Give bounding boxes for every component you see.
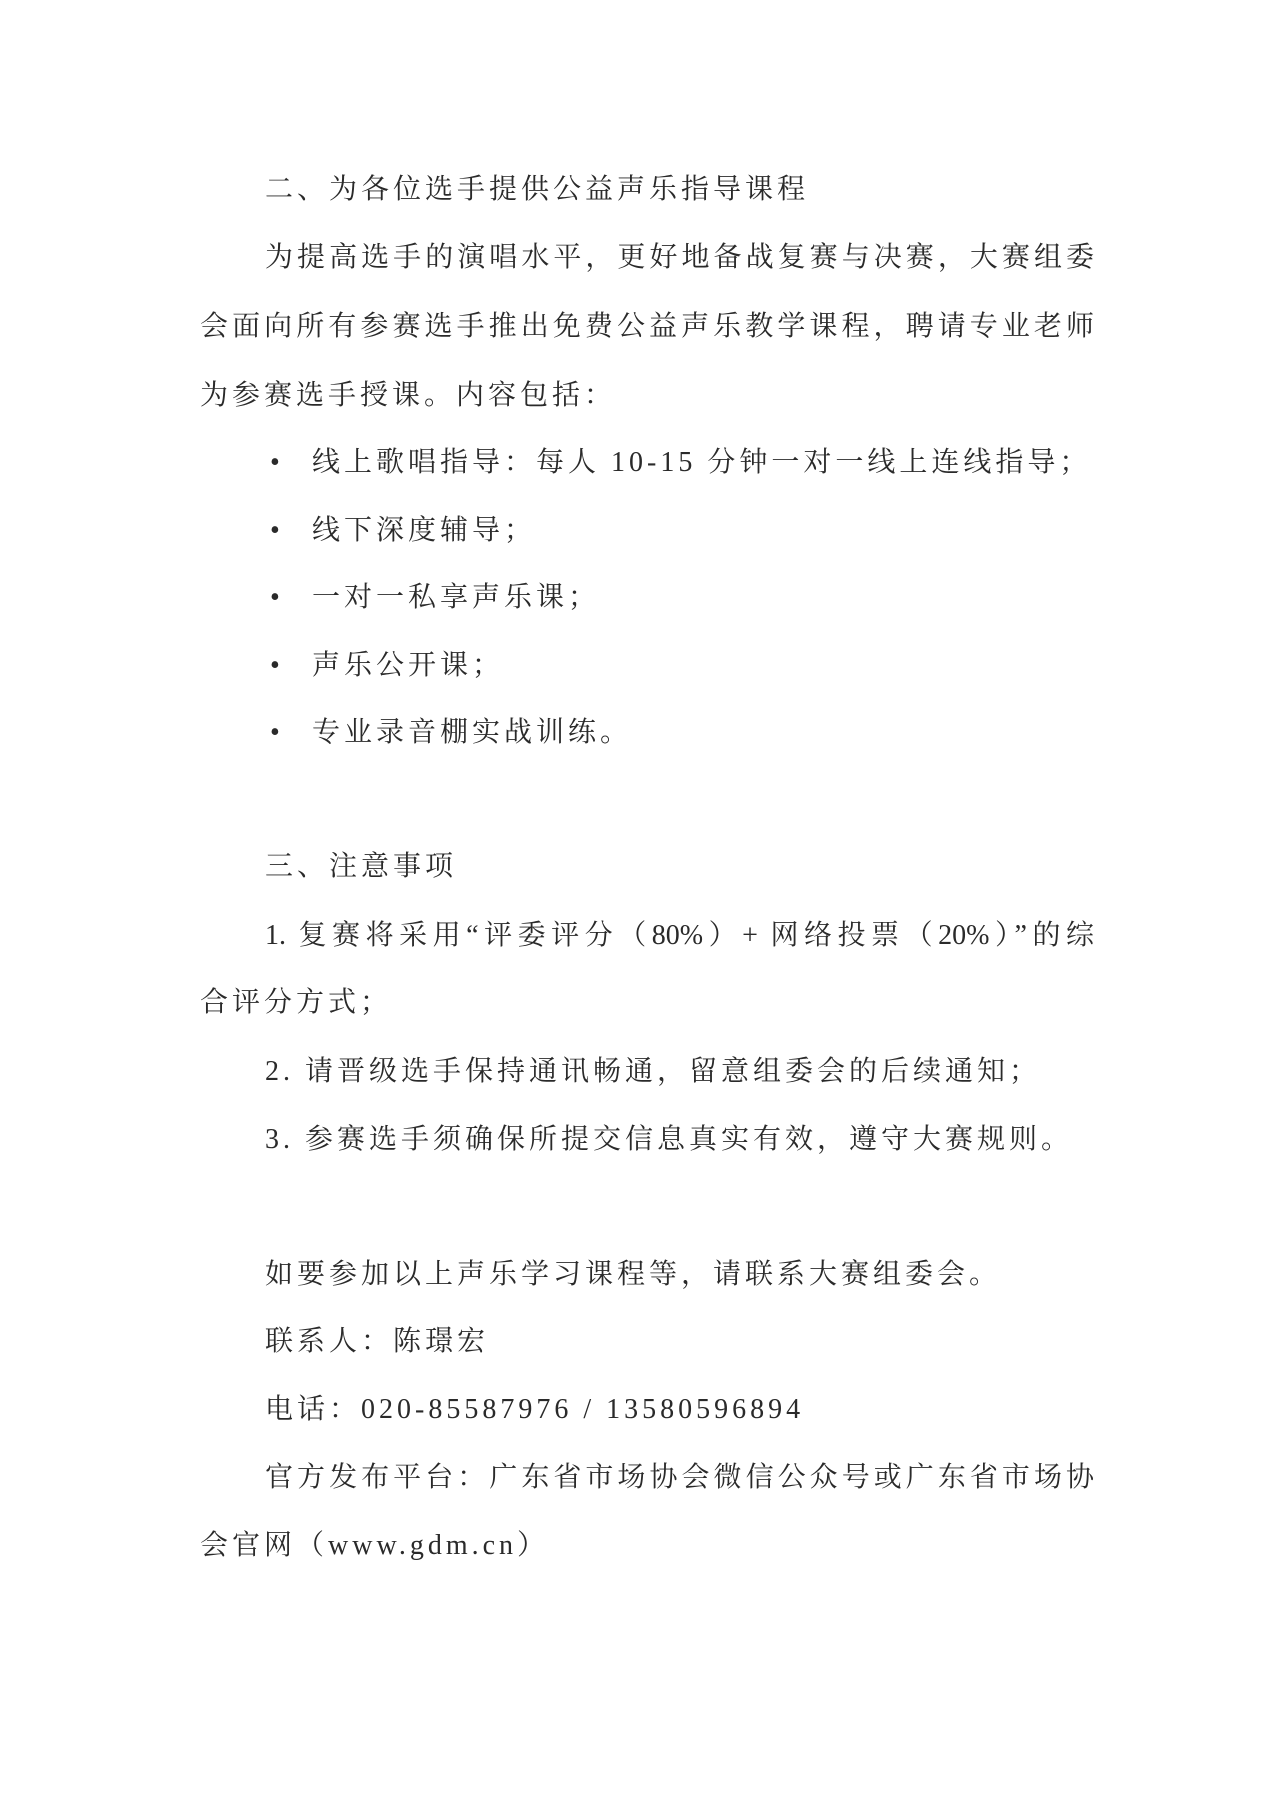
list-item: [270, 511, 536, 551]
notice-item-2: 2. 请晋级选手保持通讯畅通，留意组委会的后续通知；: [265, 1056, 1042, 1087]
contact-note: 如要参加以上声乐学习课程等，请联系大赛组委会。: [265, 1259, 1002, 1290]
official-platform-cont: 会官网（www.gdm.cn）: [200, 1530, 550, 1561]
paragraph-line: 会面向所有参赛选手推出免费公益声乐教学课程，聘请专业老师: [200, 311, 1094, 342]
list-item: [270, 713, 632, 753]
bullet-icon: •: [270, 447, 284, 478]
notice-item-1: 1. 复赛将采用“评委评分（80%）+ 网络投票（20%）”的综: [265, 920, 1094, 951]
section-3-heading: 三、注意事项: [265, 851, 458, 882]
bullet-icon: •: [270, 717, 284, 748]
list-item: [270, 443, 1091, 483]
list-item-text: 声乐公开课；: [312, 650, 505, 681]
list-item-text: 专业录音棚实战训练。: [312, 717, 633, 748]
bullet-icon: •: [270, 515, 284, 546]
section-2-heading: 二、为各位选手提供公益声乐指导课程: [265, 174, 810, 205]
notice-item-3: 3. 参赛选手须确保所提交信息真实有效，遵守大赛规则。: [265, 1124, 1074, 1155]
notice-item-1-cont: 合评分方式；: [200, 987, 393, 1018]
bullet-icon: •: [270, 650, 284, 681]
list-item-text: 线下深度辅导；: [312, 515, 537, 546]
list-item-text: 线上歌唱指导：每人 10-15 分钟一对一线上连线指导；: [312, 447, 1092, 478]
contact-phone: 电话：020-85587976 / 13580596894: [265, 1394, 805, 1425]
list-item-text: 一对一私享声乐课；: [312, 582, 601, 613]
list-item: [270, 646, 504, 686]
bullet-icon: •: [270, 582, 284, 613]
official-platform: 官方发布平台：广东省市场协会微信公众号或广东省市场协: [265, 1462, 1094, 1493]
paragraph-line: 为参赛选手授课。内容包括：: [200, 380, 617, 411]
list-item: [270, 578, 600, 618]
paragraph-line: 为提高选手的演唱水平，更好地备战复赛与决赛，大赛组委: [265, 242, 1094, 273]
contact-person: 联系人：陈璟宏: [265, 1326, 490, 1357]
